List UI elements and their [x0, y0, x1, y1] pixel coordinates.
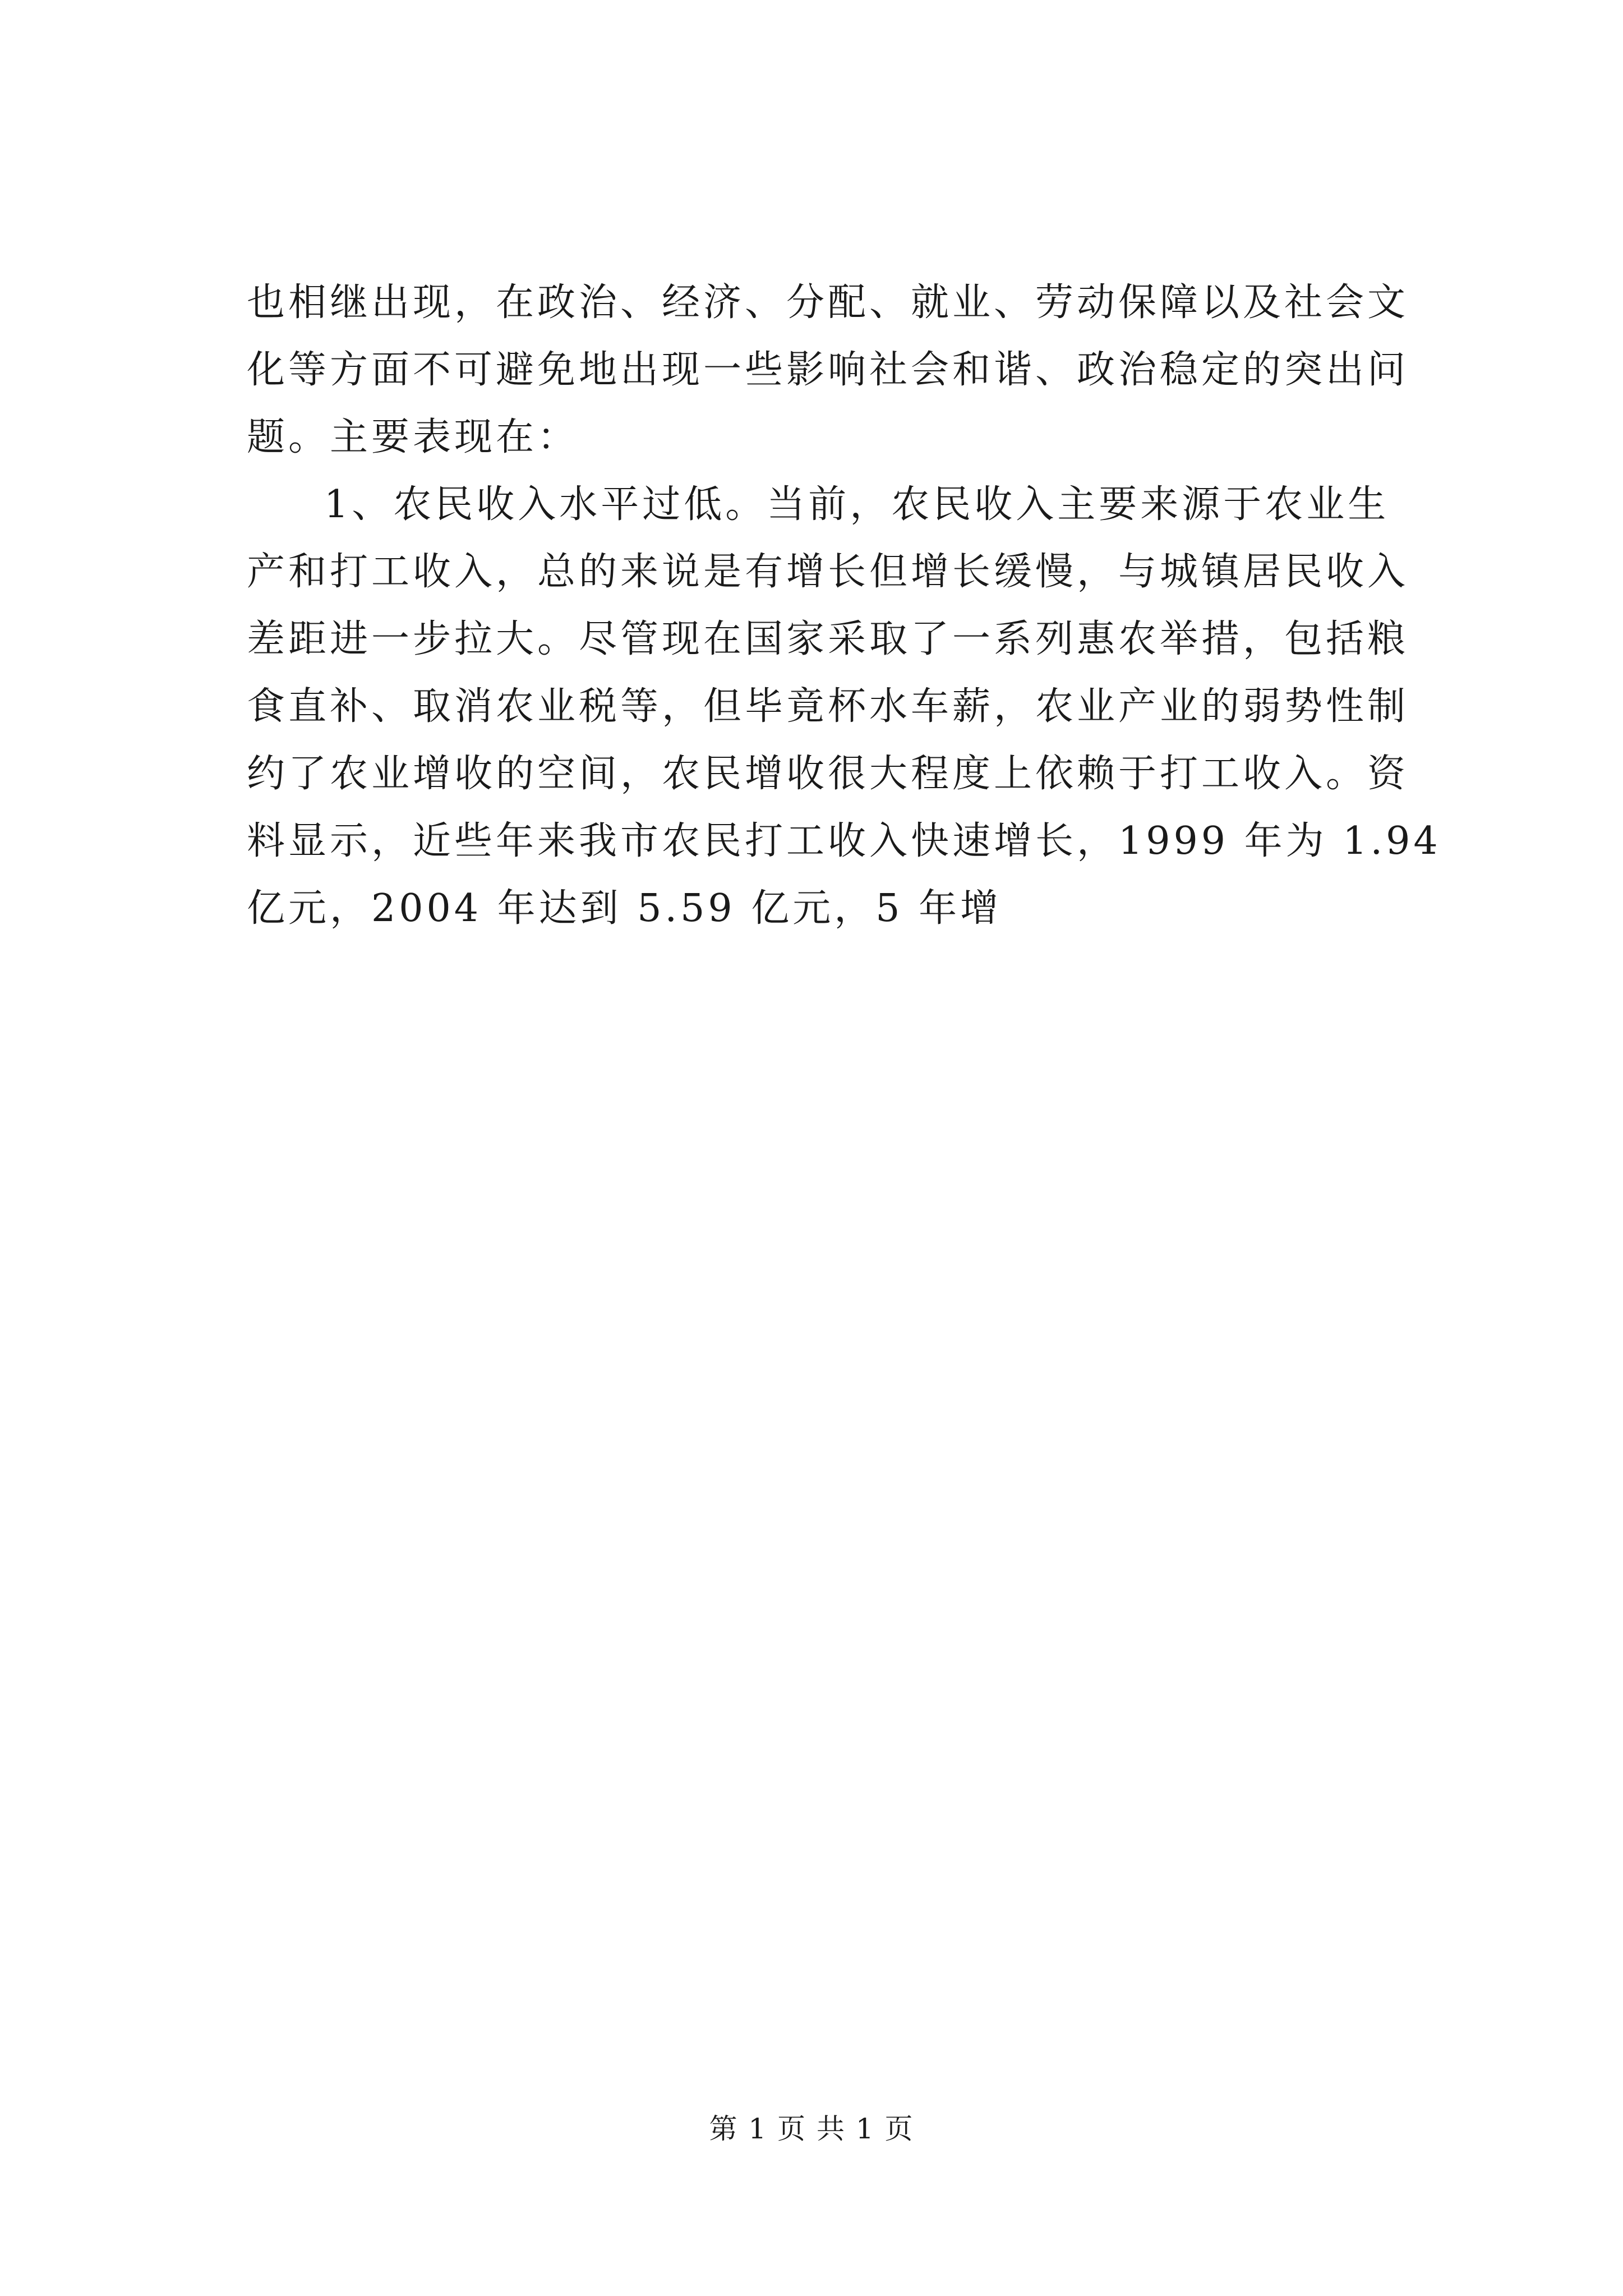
text-line: 化等方面不可避免地出现一些影响社会和谐、政治稳定的突出问 [247, 348, 1409, 392]
body-text [247, 269, 1441, 942]
text-line: 差距进一步拉大。尽管现在国家采取了一系列惠农举措，包括粮 [247, 617, 1409, 661]
text-line: 题。主要表现在： [247, 415, 579, 459]
text-line: 食直补、取消农业税等，但毕竟杯水车薪，农业产业的弱势性制 [247, 684, 1409, 729]
paragraph-start-line: 1、农民收入水平过低。当前，农民收入主要来源于农业生 [324, 482, 1390, 527]
text-line: 产和打工收入，总的来说是有增长但增长缓慢，与城镇居民收入 [247, 550, 1409, 594]
text-line: 也相继出现，在政治、经济、分配、就业、劳动保障以及社会文 [247, 280, 1409, 325]
page-footer [0, 2109, 1623, 2148]
text-line: 约了农业增收的空间，农民增收很大程度上依赖于打工收入。资 [247, 752, 1409, 796]
text-line: 亿元，2004 年达到 5.59 亿元，5 年增 [247, 886, 1002, 931]
page-number-indicator: 第 1 页 共 1 页 [709, 2113, 914, 2145]
text-line: 料显示，近些年来我市农民打工收入快速增长，1999 年为 1.94 [247, 819, 1441, 863]
